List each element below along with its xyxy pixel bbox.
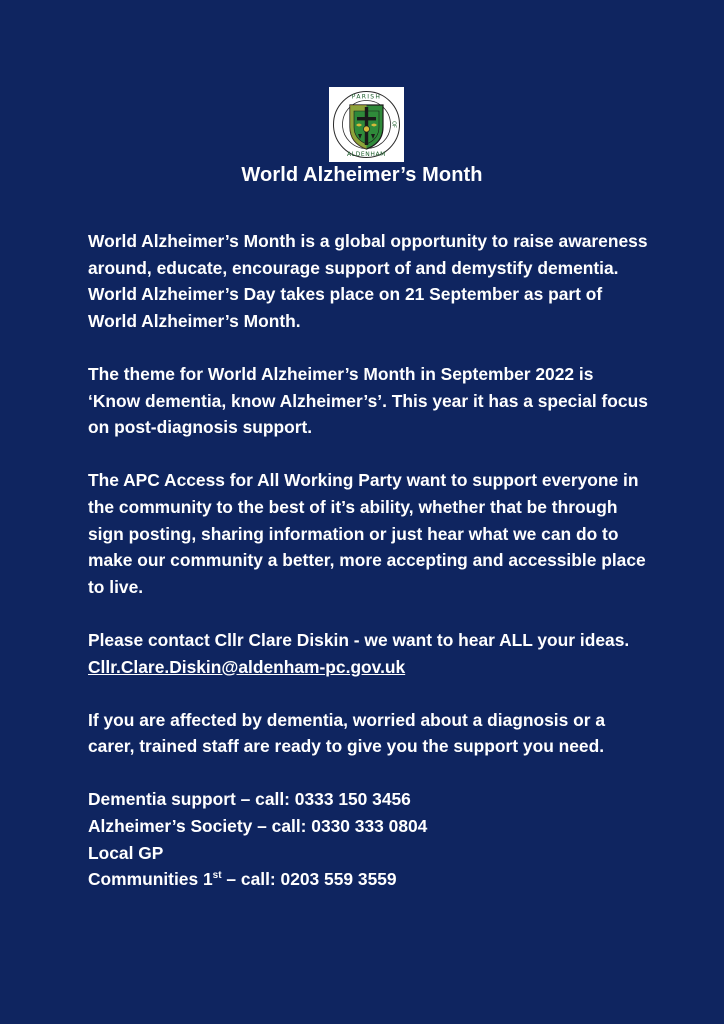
contact-dementia-support: Dementia support – call: 0333 150 3456 [88, 789, 411, 810]
svg-text:OF: OF [390, 121, 397, 128]
contact-local-gp: Local GP [88, 842, 164, 863]
contact-text: Please contact Cllr Clare Diskin - we want to hear ALL your ideas. [88, 629, 630, 650]
communities-suffix: – call: 0203 559 3559 [221, 869, 397, 890]
email-link[interactable]: Cllr.Clare.Diskin@aldenham-pc.gov.uk [88, 656, 406, 677]
svg-text:PARISH: PARISH [351, 93, 382, 101]
support-paragraph: If you are affected by dementia, worried about a diagnosis or a carer, trained staff are ready to give you the support you need. [88, 709, 606, 757]
contact-communities-first [88, 866, 648, 893]
contact-alzheimers-society: Alzheimer’s Society – call: 0330 333 0804 [88, 816, 428, 837]
theme-paragraph: The theme for World Alzheimer’s Month in September 2022 is ‘Know dementia, know Alzheimer’s’. This year it has a special focus on post-diagnosis support. [88, 363, 648, 438]
contact-paragraph [88, 627, 648, 680]
communities-prefix: Communities 1 [88, 869, 213, 890]
working-party-paragraph: The APC Access for All Working Party want to support everyone in the community to the best of it’s ability, whether that be through sign posting, sharing information or just hear what we can do to make our community a better, more accepting and accessible place to live. [88, 470, 646, 597]
intro-paragraph: World Alzheimer’s Month is a global opportunity to raise awareness around, educate, encourage support of and demystify dementia. World Alzheimer’s Day takes place on 21 September as part of World Alzheimer’s Month. [88, 231, 648, 331]
svg-text:ALDENHAM: ALDENHAM [347, 151, 386, 158]
crest-icon [331, 89, 402, 160]
parish-crest-logo [329, 87, 404, 162]
body-content [88, 228, 648, 893]
page-title: World Alzheimer’s Month [241, 164, 483, 186]
communities-ordinal: st [212, 870, 222, 882]
contact-list [88, 786, 648, 892]
